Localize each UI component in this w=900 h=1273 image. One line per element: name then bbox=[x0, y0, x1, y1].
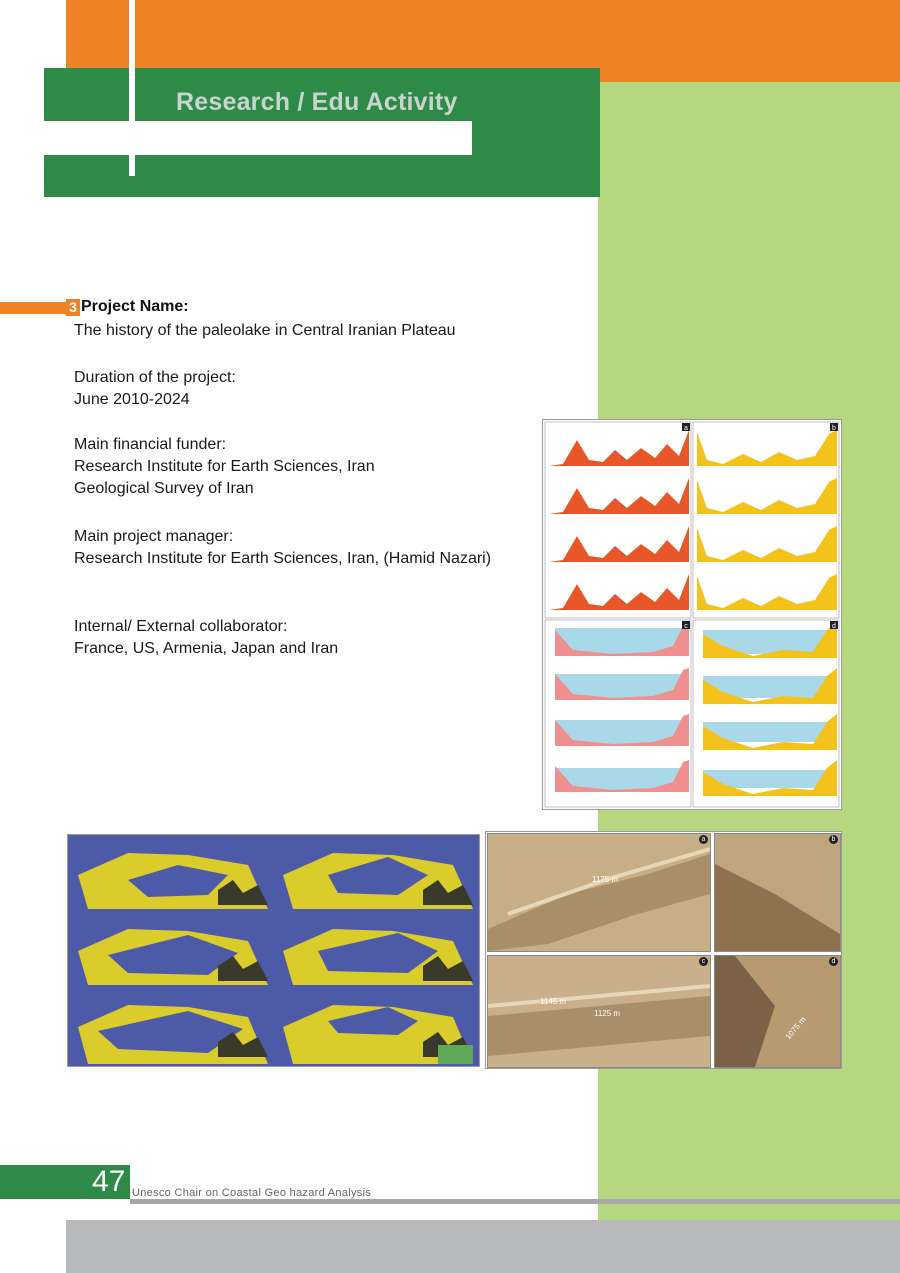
satellite-tag-c: c bbox=[699, 957, 708, 966]
map-panel-5 bbox=[69, 988, 272, 1065]
satellite-label-1145: 1145 m bbox=[540, 997, 567, 1006]
map-panel-4 bbox=[274, 912, 477, 986]
funder-label: Main financial funder: bbox=[74, 436, 227, 453]
collaborator-label: Internal/ External collaborator: bbox=[74, 618, 288, 635]
profile-panel-d bbox=[693, 620, 839, 807]
satellite-tag-d: d bbox=[829, 957, 838, 966]
satellite-label-1125: 1125 m bbox=[594, 1009, 621, 1018]
satellite-tag-a: a bbox=[699, 835, 708, 844]
collaborator-value: France, US, Armenia, Japan and Iran bbox=[74, 640, 339, 657]
duration-value: June 2010-2024 bbox=[74, 391, 190, 408]
satellite-panel-d-svg bbox=[715, 956, 840, 1067]
profiles-figure bbox=[542, 419, 842, 810]
map-panel-1 bbox=[69, 836, 272, 910]
footer-line bbox=[130, 1199, 900, 1204]
footer-text: Unesco Chair on Coastal Geo hazard Analysis bbox=[132, 1187, 372, 1199]
satellite-panel-a-svg bbox=[488, 834, 710, 951]
satellite-figure bbox=[485, 831, 842, 1069]
satellite-panel-a bbox=[487, 833, 711, 952]
satellite-panel-c bbox=[487, 955, 711, 1068]
bottom-gray-band bbox=[66, 1220, 900, 1273]
page-number: 47 bbox=[92, 1165, 126, 1198]
satellite-panel-b bbox=[714, 833, 841, 952]
map-panel-3 bbox=[69, 912, 272, 986]
profile-tag-b: b bbox=[832, 425, 836, 432]
project-name: The history of the paleolake in Central Iranian Plateau bbox=[74, 322, 456, 339]
satellite-tag-b: b bbox=[829, 835, 838, 844]
profile-panel-a bbox=[545, 422, 691, 618]
header-white-bar bbox=[44, 121, 472, 155]
duration-label: Duration of the project: bbox=[74, 369, 236, 386]
satellite-panel-b-svg bbox=[715, 834, 840, 951]
manager-label: Main project manager: bbox=[74, 528, 234, 545]
profile-panel-b bbox=[693, 422, 839, 618]
satellite-label-1175: 1175 m bbox=[592, 875, 619, 884]
profiles-svg bbox=[543, 420, 841, 809]
header-vertical-line bbox=[129, 0, 135, 176]
funder-1: Research Institute for Earth Sciences, Iran bbox=[74, 458, 375, 475]
profile-tag-a: a bbox=[684, 425, 688, 432]
project-name-label: Project Name: bbox=[81, 298, 189, 315]
section-title: Research / Edu Activity bbox=[176, 88, 458, 116]
paleolake-map-figure bbox=[67, 834, 480, 1067]
profile-panel-c bbox=[545, 620, 691, 807]
funder-2: Geological Survey of Iran bbox=[74, 480, 254, 497]
manager-value: Research Institute for Earth Sciences, Iran, (Hamid Nazari) bbox=[74, 550, 492, 567]
paleolake-map-svg bbox=[68, 835, 479, 1066]
profile-tag-d: d bbox=[832, 623, 836, 630]
map-panel-6 bbox=[274, 988, 477, 1065]
project-number: 3 bbox=[66, 299, 80, 316]
map-panel-2 bbox=[274, 836, 477, 910]
profile-tag-c: c bbox=[684, 623, 688, 630]
satellite-panel-d bbox=[714, 955, 841, 1068]
satellite-panel-c-svg bbox=[488, 956, 710, 1067]
satellite-label-1075: 1075 m bbox=[783, 1015, 808, 1042]
